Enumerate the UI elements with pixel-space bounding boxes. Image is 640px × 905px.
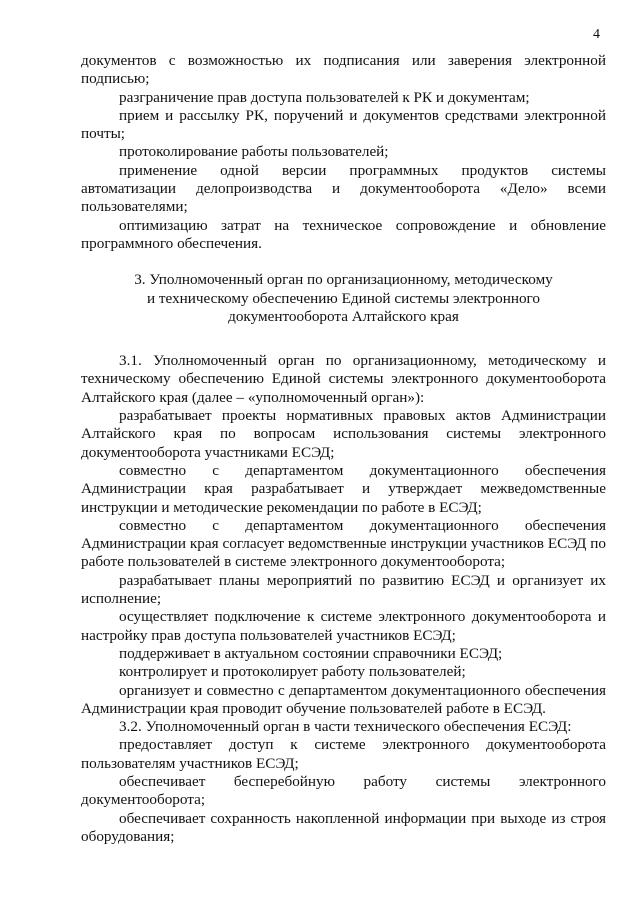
paragraph: 3.2. Уполномоченный орган в части технического обеспечения ЕСЭД: [119, 718, 572, 736]
page-number: 4 [593, 27, 600, 42]
section-heading-line: документооборота Алтайского края [228, 307, 459, 325]
paragraph: применение одной версии программных продуктов системы автоматизации делопроизводства и документооборота «Дело» всеми пользователями; [81, 161, 606, 216]
paragraph: разрабатывает планы мероприятий по развитию ЕСЭД и организует их исполнение; [81, 571, 606, 608]
paragraph: разрабатывает проекты нормативных правовых актов Администрации Алтайского края по вопросам использования системы электронного документооборота участниками ЕСЭД; [81, 407, 606, 461]
top-paragraphs [81, 52, 606, 253]
paragraph: совместно с департаментом документационного обеспечения Администрации края разрабатывает и утверждает межведомственные инструкции и методические рекомендации по работе в ЕСЭД; [81, 461, 606, 516]
paragraph: оптимизацию затрат на техническое сопровождение и обновление программного обеспечения. [81, 216, 606, 252]
paragraph: организует и совместно с департаментом документационного обеспечения Администрации края проводит обучение пользователей работе в ЕСЭД. [81, 681, 606, 717]
paragraph: протоколирование работы пользователей; [119, 143, 389, 161]
paragraph: контролирует и протоколирует работу пользователей; [119, 663, 466, 681]
section-heading-line: и техническому обеспечению Единой системы электронного [146, 289, 541, 307]
paragraph: обеспечивает сохранность накопленной информации при выходе из строя оборудования; [81, 809, 606, 845]
paragraph: предоставляет доступ к системе электронного документооборота пользователям участников ЕСЭД; [81, 736, 606, 772]
paragraph: поддерживает в актуальном состоянии справочники ЕСЭД; [119, 644, 503, 662]
paragraph: разграничение прав доступа пользователей к РК и документам; [119, 88, 530, 106]
paragraph: 3.1. Уполномоченный орган по организационному, методическому и техническому обеспечению Единой системы электронного документооборота Алтайского края (далее – «уполномоченный орган»): [81, 352, 606, 406]
document-body [81, 52, 606, 846]
paragraph: осуществляет подключение к системе электронного документооборота и настройку прав доступа пользователей участников ЕСЭД; [81, 608, 606, 644]
paragraph: документов с возможностью их подписания или заверения электронной подписью; [81, 52, 606, 88]
paragraph: совместно с департаментом документационного обеспечения Администрации края согласует ведомственные инструкции участников ЕСЭД по работе пользователей в системе электронного документооборота; [81, 516, 606, 571]
bottom-paragraphs [81, 352, 606, 846]
paragraph: прием и рассылку РК, поручений и документов средствами электронной почты; [81, 106, 606, 143]
paragraph: обеспечивает бесперебойную работу системы электронного документооборота; [81, 772, 606, 809]
section-heading [81, 271, 606, 326]
section-heading-line: 3. Уполномоченный орган по организационному, методическому [134, 271, 553, 289]
